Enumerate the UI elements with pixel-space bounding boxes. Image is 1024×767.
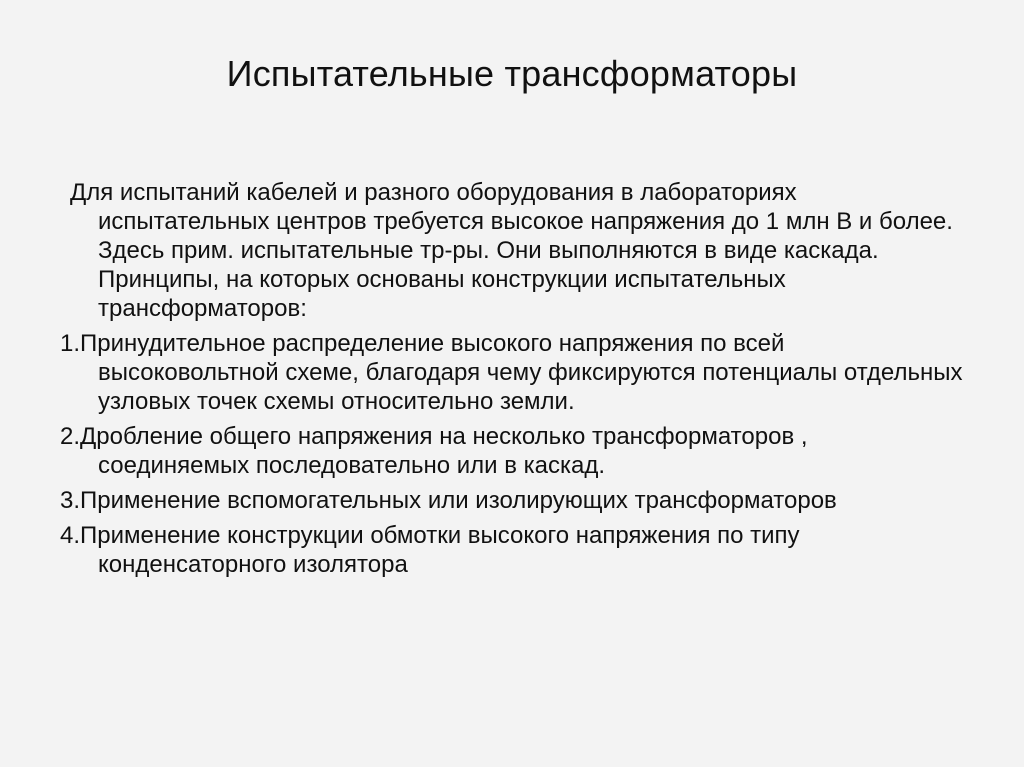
principle-item-2: 2.Дробление общего напряжения на несколько трансформаторов , соединяемых последовательно или в каскад. bbox=[60, 423, 808, 479]
principle-item-3: 3.Применение вспомогательных или изолирующих трансформаторов bbox=[60, 487, 837, 514]
principle-item-1: 1.Принудительное распределение высокого напряжения по всей высоковольтной схеме, благодаря чему фиксируются потенциалы отдельных узловых точек схемы относительно земли. bbox=[60, 330, 963, 415]
principle-item-4: 4.Применение конструкции обмотки высокого напряжения по типу конденсаторного изолятора bbox=[60, 522, 800, 578]
slide-title: Испытательные трансформаторы bbox=[226, 53, 798, 94]
intro-paragraph: Для испытаний кабелей и разного оборудования в лабораториях испытательных центров требуется высокое напряжения до 1 млн В и более. Здесь прим. испытательные тр-ры. Они выполняются в виде каскада. Принципы, на которых основаны конструкции испытательных трансформаторов: bbox=[70, 179, 953, 322]
slide-body bbox=[60, 178, 965, 585]
